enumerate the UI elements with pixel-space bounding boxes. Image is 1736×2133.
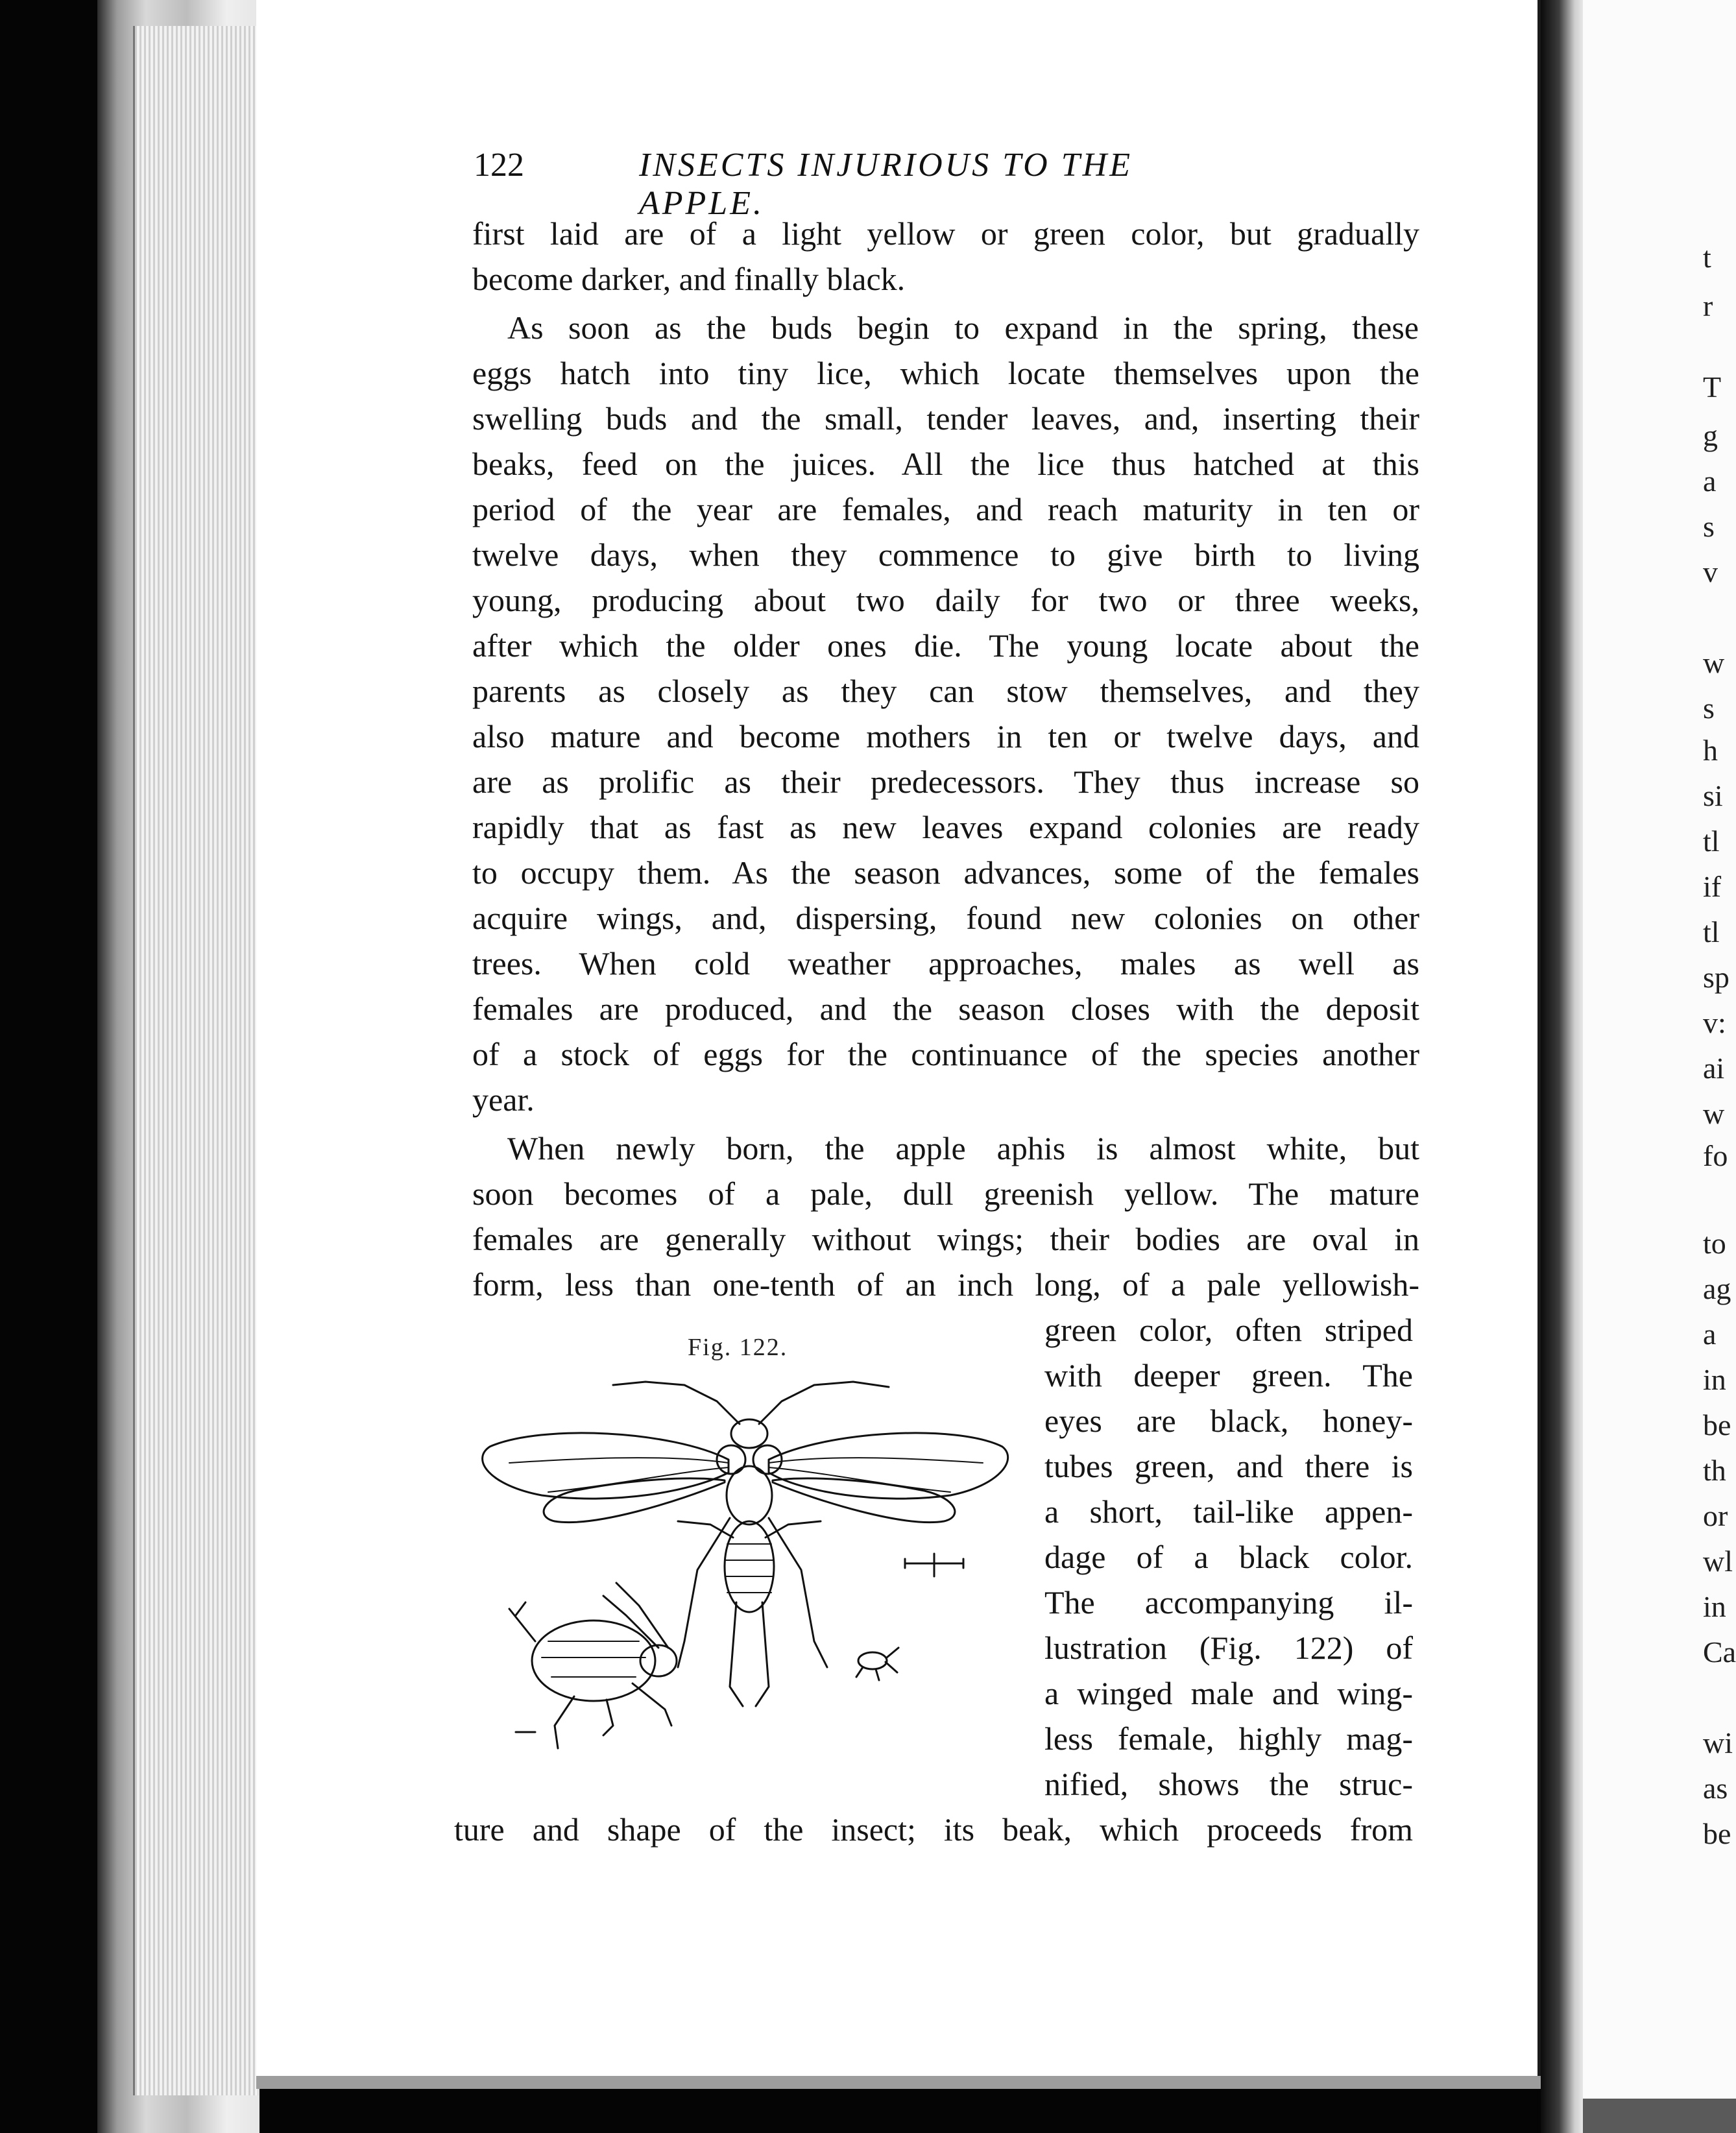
facing-page-fragment: tl [1703, 825, 1720, 858]
facing-page-fragment: s [1703, 510, 1715, 543]
facing-page-fragment: tl [1703, 915, 1720, 948]
facing-page-fragment: v [1703, 555, 1718, 588]
page-bottom-edge [256, 2076, 1541, 2089]
aphis-figure [464, 1362, 1028, 1765]
facing-page-fragment: in [1703, 1590, 1726, 1623]
body-line: period of the year are females, and reach maturity in ten or [472, 491, 1419, 527]
body-line: rapidly that as fast as new leaves expand colonies are ready [472, 809, 1419, 845]
body-line: of a stock of eggs for the continuance of the species another [472, 1036, 1419, 1072]
small-aphis-actual-size [856, 1648, 898, 1680]
facing-page-fragment: Ca [1703, 1635, 1736, 1669]
facing-page-fragment: wi [1703, 1726, 1733, 1759]
facing-page-fragment: or [1703, 1499, 1728, 1532]
scale-mark [905, 1554, 963, 1576]
body-line: trees. When cold weather approaches, males as well as [472, 945, 1419, 982]
facing-page-fragment: h [1703, 734, 1718, 767]
facing-page-fragment: th [1703, 1454, 1726, 1487]
facing-page-fragment: fo [1703, 1139, 1728, 1172]
facing-page-fragment: t [1703, 241, 1711, 274]
body-line-last: ture and shape of the insect; its beak, which proceeds from [454, 1811, 1413, 1848]
body-line: form, less than one-tenth of an inch long, of a pale yellowish- [472, 1266, 1419, 1303]
side-line: eyes are black, honey- [1044, 1403, 1413, 1439]
body-line: swelling buds and the small, tender leaves, and, inserting their [472, 400, 1419, 437]
body-line: year. [472, 1081, 535, 1118]
facing-page-fragment: si [1703, 779, 1723, 812]
facing-page-fragment: sp [1703, 961, 1730, 994]
page-number: 122 [474, 147, 524, 184]
body-line: As soon as the buds begin to expand in the spring, these [507, 309, 1419, 346]
facing-page-fragment: T [1703, 370, 1722, 404]
facing-page-fragment: r [1703, 289, 1713, 322]
side-line: dage of a black color. [1044, 1539, 1413, 1575]
wingless-female-aphis [509, 1583, 677, 1748]
body-line: acquire wings, and, dispersing, found new colonies on other [472, 900, 1419, 936]
facing-page-fragment: ai [1703, 1052, 1725, 1085]
body-line: females are produced, and the season closes with the deposit [472, 991, 1419, 1027]
running-head: INSECTS INJURIOUS TO THE APPLE. [639, 147, 1133, 222]
facing-page-fragment: ag [1703, 1272, 1731, 1305]
page-stack [133, 26, 258, 2095]
body-line: after which the older ones die. The young locate about the [472, 627, 1419, 664]
side-line: tubes green, and there is [1044, 1448, 1413, 1484]
side-line: nified, shows the struc- [1044, 1766, 1413, 1802]
facing-page-bottom [1583, 2099, 1736, 2133]
body-line: young, producing about two daily for two or three weeks, [472, 582, 1419, 618]
body-line: twelve days, when they commence to give birth to living [472, 536, 1419, 573]
facing-page-fragment: wl [1703, 1545, 1733, 1578]
facing-page-fragment: in [1703, 1363, 1726, 1396]
facing-page-fragment: to [1703, 1227, 1726, 1260]
facing-page-fragment: w [1703, 1097, 1725, 1130]
page-header [474, 146, 1265, 222]
body-line: are as prolific as their predecessors. They thus increase so [472, 764, 1419, 800]
side-line: lustration (Fig. 122) of [1044, 1630, 1413, 1666]
body-line: parents as closely as they can stow themselves, and they [472, 673, 1419, 709]
facing-page-fragment: a [1703, 1318, 1717, 1351]
book-gutter [1541, 0, 1586, 2133]
body-line: When newly born, the apple aphis is almost white, but [507, 1130, 1419, 1166]
side-line: with deeper green. The [1044, 1357, 1413, 1393]
facing-page-fragment: be [1703, 1817, 1731, 1850]
side-line: a short, tail-like appen- [1044, 1493, 1413, 1530]
facing-page-fragment: v: [1703, 1006, 1726, 1039]
body-line: to occupy them. As the season advances, some of the females [472, 854, 1419, 891]
facing-page-fragment: if [1703, 870, 1722, 903]
facing-page-fragment: g [1703, 419, 1718, 452]
body-line: eggs hatch into tiny lice, which locate themselves upon the [472, 355, 1419, 391]
body-line: soon becomes of a pale, dull greenish yellow. The mature [472, 1175, 1419, 1212]
side-line: a winged male and wing- [1044, 1675, 1413, 1711]
facing-page-fragment: a [1703, 464, 1717, 498]
facing-page-fragment: w [1703, 646, 1725, 679]
side-line: less female, highly mag- [1044, 1720, 1413, 1757]
facing-page-fragment: as [1703, 1772, 1728, 1805]
body-line: become darker, and finally black. [472, 261, 906, 297]
side-line: green color, often striped [1044, 1312, 1413, 1348]
facing-page-fragment: s [1703, 692, 1715, 725]
body-line: beaks, feed on the juices. All the lice thus hatched at this [472, 446, 1419, 482]
side-line: The accompanying il- [1044, 1584, 1413, 1621]
body-line: females are generally without wings; their bodies are oval in [472, 1221, 1419, 1257]
body-line: also mature and become mothers in ten or twelve days, and [472, 718, 1419, 754]
body-line: first laid are of a light yellow or green color, but gradually [472, 215, 1419, 252]
figure-label: Fig. 122. [688, 1334, 788, 1361]
facing-page-fragment: be [1703, 1408, 1731, 1441]
